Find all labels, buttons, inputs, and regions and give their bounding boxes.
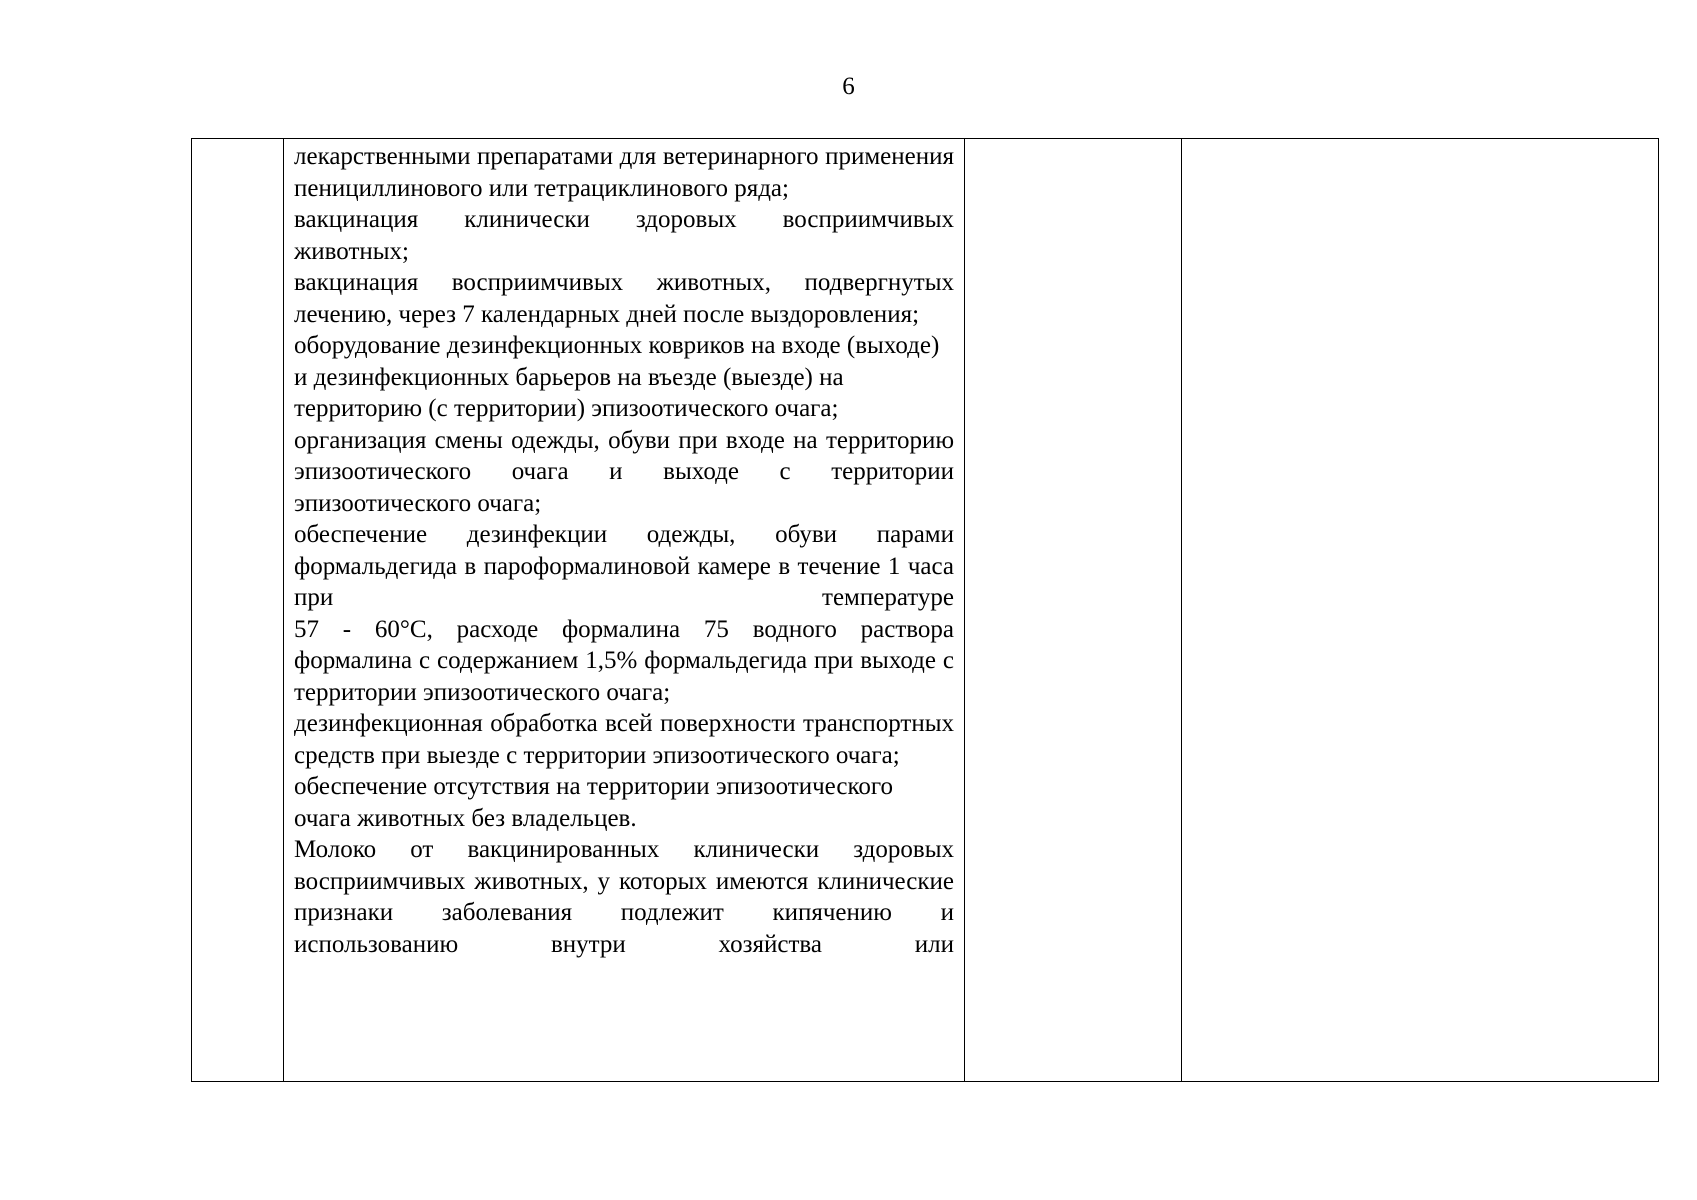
paragraph: лекарственными препаратами для ветеринарного применения пенициллинового или тетрациклинового ряда;	[294, 143, 954, 202]
table-cell-empty	[965, 139, 1182, 1082]
paragraph: Молоко от вакцинированных клинически здоровых восприимчивых животных, у которых имеются клинические признаки заболевания подлежит кипячению и использованию внутри хозяйства или	[294, 836, 954, 958]
paragraph: обеспечение дезинфекции одежды, обуви парами формальдегида в пароформалиновой камере в течение 1 часа при температуре	[294, 521, 954, 611]
paragraph: вакцинация восприимчивых животных, подвергнутых лечению, через 7 календарных дней после выздоровления;	[294, 269, 954, 328]
paragraph: вакцинация клинически здоровых восприимчивых животных;	[294, 206, 954, 265]
paragraph: дезинфекционная обработка всей поверхности транспортных средств при выезде с территории эпизоотического очага;	[294, 710, 954, 769]
table-row	[192, 139, 1659, 1082]
measures-text	[284, 139, 964, 1079]
table-cell-empty	[1182, 139, 1659, 1082]
paragraph: организация смены одежды, обуви при входе на территорию эпизоотического очага и выходе с территории эпизоотического очага;	[294, 426, 954, 517]
measures-table	[191, 138, 1659, 1082]
paragraph: 57 - 60°C, расходе формалина 75 водного раствора формалина с содержанием 1,5% формальдегида при выходе с территории эпизоотического очага;	[294, 615, 954, 706]
paragraph: обеспечение отсутствия на территории эпизоотического очага животных без владельцев.	[294, 773, 893, 832]
page-number: 6	[842, 73, 855, 100]
table-cell-number	[192, 139, 284, 1082]
table-cell-measures	[284, 139, 965, 1082]
paragraph: оборудование дезинфекционных ковриков на входе (выходе) и дезинфекционных барьеров на въезде (выезде) на территорию (с территории) эпизоотического очага;	[294, 332, 940, 422]
